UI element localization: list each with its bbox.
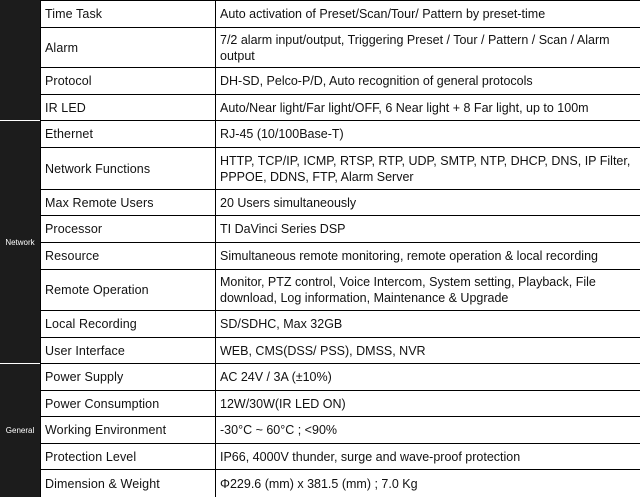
table-row: [40, 270, 640, 311]
row-label: Network Functions: [40, 148, 216, 189]
row-label: User Interface: [40, 338, 216, 363]
row-value: 7/2 alarm input/output, Triggering Preset / Tour / Pattern / Scan / Alarm output: [220, 32, 610, 63]
row-value: 20 Users simultaneously: [220, 195, 357, 210]
table-row: [40, 0, 640, 28]
table-row: [40, 95, 640, 121]
row-value: Auto/Near light/Far light/OFF, 6 Near light + 8 Far light, up to 100m: [220, 100, 589, 115]
row-value: WEB, CMS(DSS/ PSS), DMSS, NVR: [220, 343, 426, 358]
row-value: AC 24V / 3A (±10%): [220, 370, 332, 384]
table-row: [40, 216, 640, 243]
row-label: Working Environment: [40, 417, 216, 443]
row-label: Dimension & Weight: [40, 470, 216, 497]
table-row: [40, 338, 640, 364]
table-row: [40, 190, 640, 216]
row-value: RJ-45 (10/100Base-T): [220, 127, 344, 141]
row-label: Ethernet: [40, 121, 216, 147]
row-label: Max Remote Users: [40, 190, 216, 215]
row-label: Processor: [40, 216, 216, 242]
row-value: Auto activation of Preset/Scan/Tour/ Pattern by preset-time: [220, 6, 546, 21]
row-label: IR LED: [40, 95, 216, 120]
table-row: [40, 470, 640, 497]
group-cell-network: [0, 121, 40, 364]
row-label: Protection Level: [40, 444, 216, 469]
table-row: [40, 391, 640, 417]
row-label: Local Recording: [40, 311, 216, 337]
row-value: 12W/30W(IR LED ON): [220, 396, 346, 411]
row-value: Φ229.6 (mm) x 381.5 (mm) ; 7.0 Kg: [220, 476, 418, 491]
table-row: [40, 364, 640, 391]
group-cell-general: [0, 364, 40, 497]
row-label: Power Consumption: [40, 391, 216, 416]
table-row: [40, 243, 640, 270]
table-row: [40, 444, 640, 470]
table-row: [40, 28, 640, 68]
group-label-general: General: [5, 426, 35, 435]
row-label: Resource: [40, 243, 216, 269]
row-value: HTTP, TCP/IP, ICMP, RTSP, RTP, UDP, SMTP, NTP, DHCP, DNS, IP Filter, PPPOE, DDNS, FTP, Alarm Server: [220, 153, 631, 184]
table-row: [40, 121, 640, 148]
row-value: TI DaVinci Series DSP: [220, 222, 346, 236]
row-label: Protocol: [40, 68, 216, 94]
table-row: [40, 417, 640, 444]
table-row: [40, 148, 640, 190]
group-label-network: Network: [5, 237, 35, 247]
row-value: Simultaneous remote monitoring, remote operation & local recording: [220, 249, 598, 263]
row-value: -30°C ~ 60°C ; <90%: [220, 423, 338, 437]
row-label: Remote Operation: [40, 270, 216, 310]
row-label: Power Supply: [40, 364, 216, 390]
row-value: SD/SDHC, Max 32GB: [220, 317, 343, 331]
row-value: IP66, 4000V thunder, surge and wave-proof protection: [220, 449, 521, 464]
row-value: DH-SD, Pelco-P/D, Auto recognition of general protocols: [220, 74, 533, 88]
group-cell-unlabeled: [0, 0, 40, 121]
table-row: [40, 311, 640, 338]
row-label: Alarm: [40, 28, 216, 67]
table-row: [40, 68, 640, 95]
row-label: Time Task: [40, 0, 216, 27]
row-value: Monitor, PTZ control, Voice Intercom, System setting, Playback, File download, Log information, Maintenance & Upgrade: [220, 275, 596, 305]
